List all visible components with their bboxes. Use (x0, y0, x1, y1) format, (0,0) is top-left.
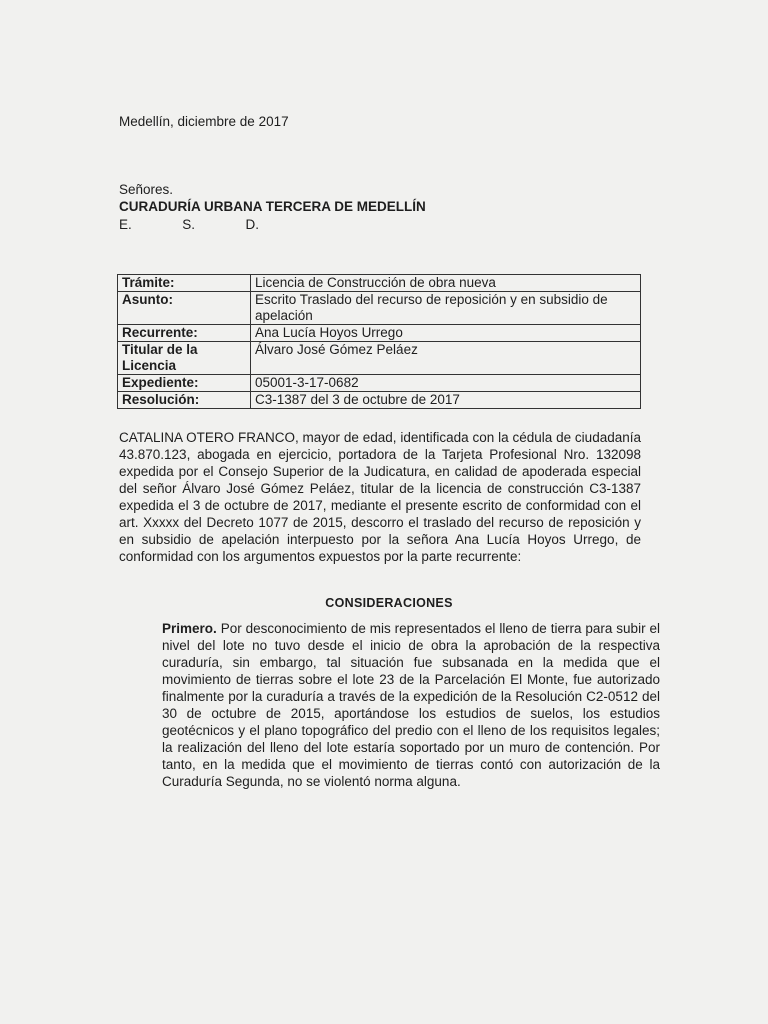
row-value: C3-1387 del 3 de octubre de 2017 (251, 392, 641, 409)
row-label: Asunto: (118, 292, 251, 325)
primero-paragraph (162, 620, 660, 790)
row-label: Resolución: (118, 392, 251, 409)
row-label: Recurrente: (118, 325, 251, 342)
row-label: Trámite: (118, 275, 251, 292)
greeting: Señores. (119, 182, 174, 197)
esd-d: D. (245, 217, 259, 232)
table-row (118, 275, 641, 292)
recipient-name: CURADURÍA URBANA TERCERA DE MEDELLÍN (119, 199, 426, 214)
table-row (118, 375, 641, 392)
primero-label: Primero. (162, 621, 217, 636)
date-line: Medellín, diciembre de 2017 (119, 114, 289, 129)
row-label: Titular de la Licencia (118, 342, 251, 375)
row-value: Escrito Traslado del recurso de reposición y en subsidio de apelación (251, 292, 641, 325)
esd-s: S. (182, 217, 196, 232)
esd-e: E. (119, 217, 132, 232)
row-value: 05001-3-17-0682 (251, 375, 641, 392)
row-label: Expediente: (118, 375, 251, 392)
intro-paragraph: CATALINA OTERO FRANCO, mayor de edad, identificada con la cédula de ciudadanía 43.870.123, abogada en ejercicio, portadora de la Tarjeta Profesional Nro. 132098 expedida por el Consejo Superior de la Judicatura, en calidad de apoderada especial del señor Álvaro José Gómez Peláez, titular de la licencia de construcción C3-1387 expedida el 3 de octubre de 2017, mediante el presente escrito de conformidad con el art. Xxxxx del Decreto 1077 de 2015, descorro el traslado del recurso de reposición y en subsidio de apelación interpuesto por la señora Ana Lucía Hoyos Urrego, de conformidad con los argumentos expuestos por la parte recurrente: (119, 430, 641, 564)
table-row (118, 292, 641, 325)
table-row (118, 392, 641, 409)
esd-line (119, 216, 259, 234)
row-value: Licencia de Construcción de obra nueva (251, 275, 641, 292)
primero-text: Por desconocimiento de mis representados el lleno de tierra para subir el nivel del lote no tuvo desde el inicio de obra la aprobación de la respectiva curaduría, sin embargo, tal situación fue subsanada en la medida que el movimiento de tierras sobre el lote 23 de la Parcelación El Monte, fue autorizado finalmente por la curaduría a través de la expedición de la Resolución C2-0512 del 30 de octubre de 2015, aportándose los estudios de suelos, los estudios geotécnicos y el plano topográfico del predio con el lleno de los requisitos legales; la realización del lleno del lote estaría soportado por un muro de contención. Por tanto, en la medida que el movimiento de tierras contó con autorización de la Curaduría Segunda, no se violentó norma alguna. (162, 621, 660, 789)
table-row (118, 342, 641, 375)
case-info-table (117, 274, 641, 409)
row-value: Ana Lucía Hoyos Urrego (251, 325, 641, 342)
section-heading: CONSIDERACIONES (325, 596, 453, 610)
table-row (118, 325, 641, 342)
row-value: Álvaro José Gómez Peláez (251, 342, 641, 375)
